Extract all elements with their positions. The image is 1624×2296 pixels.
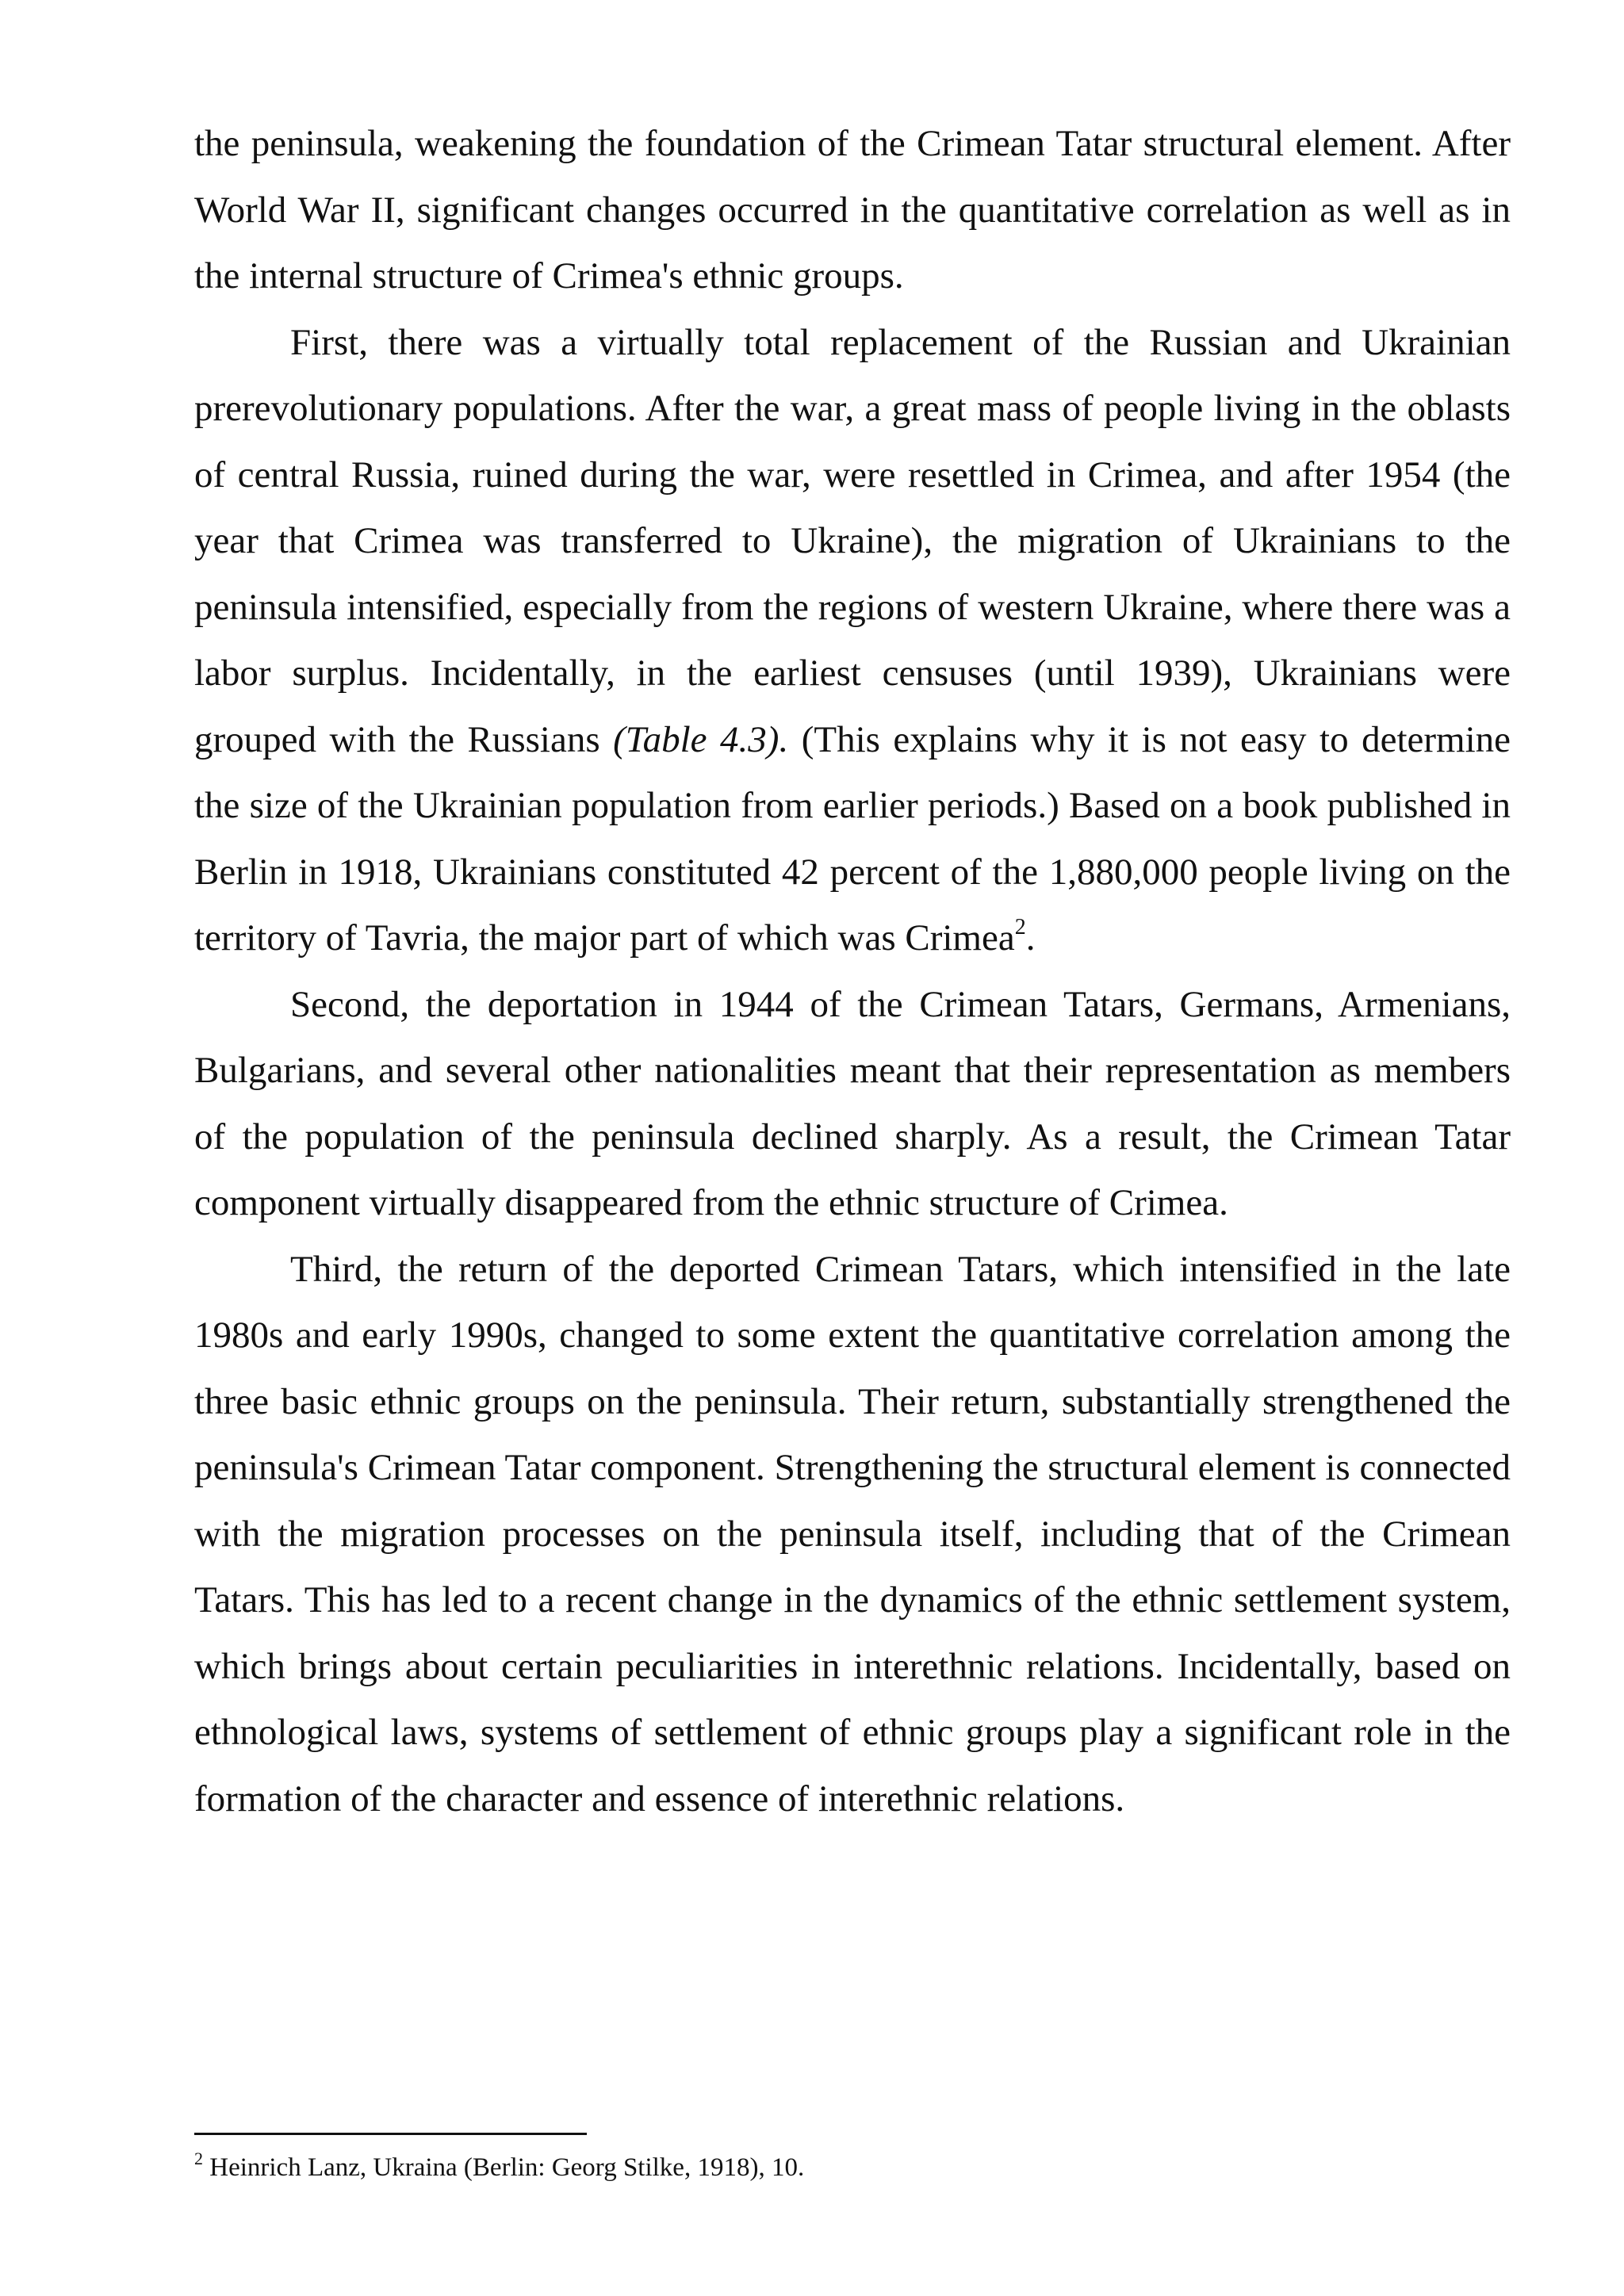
body-text xyxy=(194,111,1511,1832)
paragraph-2-text: First, there was a virtually total replacement of the Russian and Ukrainian prerevolutionary populations. After the war, a great mass of people living in the oblasts of central Russia, ruined during the war, were resettled in Crimea, and after 1954 (the year that Crimea was transferred to Ukraine), the migration of Ukrainians to the peninsula intensified, especially from the regions of western Ukraine, where there was a labor surplus. Incidentally, in the earliest censuses (until 1939), Ukrainians were grouped with the Russians xyxy=(194,321,1511,760)
paragraph-2 xyxy=(194,310,1511,972)
table-reference: (Table 4.3). xyxy=(613,718,789,760)
footnote-text: Heinrich Lanz, Ukraina (Berlin: Georg Stilke, 1918), 10. xyxy=(203,2153,805,2182)
footnote-number: 2 xyxy=(194,2149,203,2168)
footnote-marker[interactable]: 2 xyxy=(1014,915,1026,939)
paragraph-3: Second, the deportation in 1944 of the Crimean Tatars, Germans, Armenians, Bulgarians, and several other nationalities meant that their representation as members of the population of the peninsula declined sharply. As a result, the Crimean Tatar component virtually disappeared from the ethnic structure of Crimea. xyxy=(194,983,1511,1223)
footnote-separator xyxy=(194,2133,587,2135)
paragraph-2-text-continued: (This explains why it is not easy to determine the size of the Ukrainian population from earlier periods.) Based on a book published in Berlin in 1918, Ukrainians constituted 42 percent of the 1,880,000 people living on the territory of Tavria, the major part of which was Crimea xyxy=(194,718,1511,959)
paragraph-4: Third, the return of the deported Crimean Tatars, which intensified in the late 1980s and early 1990s, changed to some extent the quantitative correlation among the three basic ethnic groups on the peninsula. Their return, substantially strengthened the peninsula's Crimean Tatar component. Strengthening the structural element is connected with the migration processes on the peninsula itself, including that of the Crimean Tatars. This has led to a recent change in the dynamics of the ethnic settlement system, which brings about certain peculiarities in interethnic relations. Incidentally, based on ethnological laws, systems of settlement of ethnic groups play a significant role in the formation of the character and essence of interethnic relations. xyxy=(194,1248,1511,1820)
paragraph-2-end: . xyxy=(1025,917,1036,959)
footnote xyxy=(194,2150,1511,2185)
paragraph-1: the peninsula, weakening the foundation of the Crimean Tatar structural element. After World War II, significant changes occurred in the quantitative correlation as well as in the internal structure of Crimea's ethnic groups. xyxy=(194,123,1511,297)
